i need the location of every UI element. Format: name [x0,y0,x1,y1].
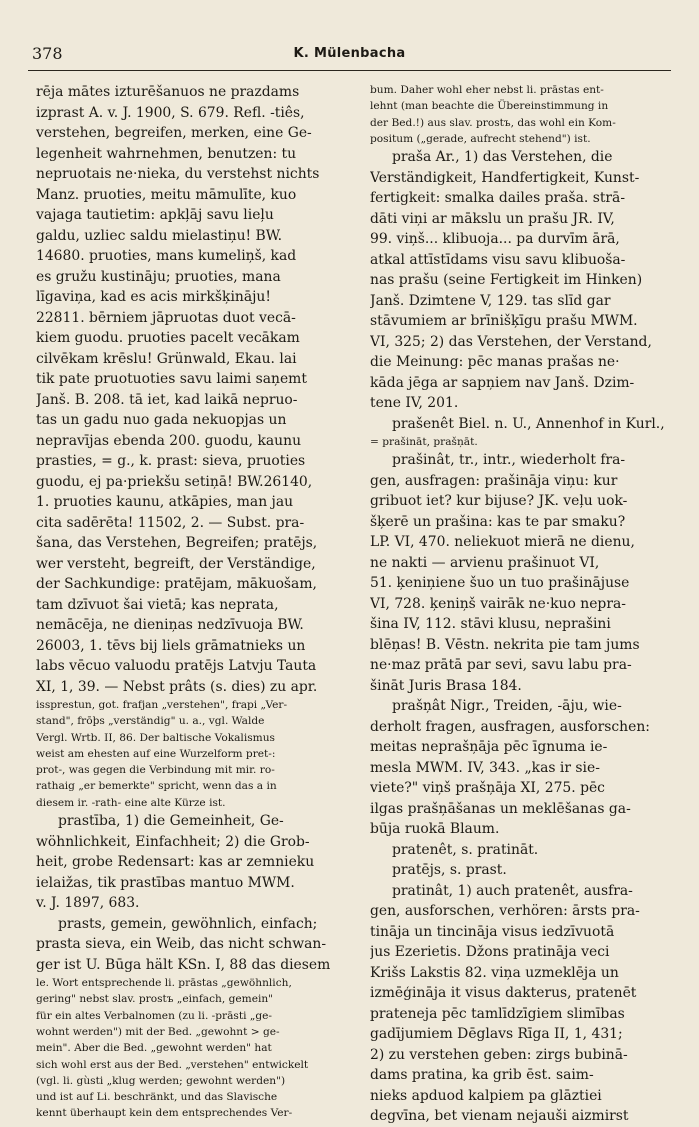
page-number: 378 [32,44,63,63]
text-line: und ist auf Li. beschränkt, und das Slavische [36,1091,278,1104]
text-line: stand", frōþs „verständig" u. a., vgl. Walde [36,715,265,728]
text-line: für ein altes Verbalnomen (zu li. -prāsti „ge- [36,1009,272,1022]
text-line: weist am ehesten auf eine Wurzelform pret-: [36,747,276,760]
text-line: 99. viņš... klibuoja... pa durvīm ārā, [370,231,620,248]
text-line: v. J. 1897, 683. [36,895,140,912]
text-line: 2) zu verstehen geben: zirgs bubinā- [370,1046,628,1063]
text-line: kāda jēga ar sapņiem nav Janš. Dzim- [370,374,635,391]
text-line: nemācēja, ne dieniņas nedzīvuoja BW. [36,617,304,633]
text-line: 14680. pruoties, mans kumeliņš, kad [36,248,297,264]
text-line: nieks apduod kalpiem pa glāztiei [370,1087,602,1104]
text-line: wer versteht, begreift, der Verständige, [36,555,316,572]
text-line: galdu, uzliec saldu mielastiņu! BW. [36,227,283,244]
text-line: Vergl. Wrtb. II, 86. Der baltische Vokalismus [36,731,275,744]
text-line: ne·maz prātā par sevi, savu labu pra- [370,657,632,674]
text-line: gribuot iet? kur bijuse? JK. veļu uok- [370,493,628,510]
text-line: der Bed.!) aus slav. prostъ, das wohl ein Kom- [370,116,616,129]
text-line: prašņât Nigr., Treiden, -āju, wie- [392,698,622,715]
text-line: issprestun, got. frafjan „verstehen", frapi „Ver- [36,699,288,711]
text-line: heit, grobe Redensart: kas ar zemnieku [36,854,315,871]
text-line: stāvumiem ar brīnišķīgu prašu MWM. [370,313,638,330]
text-line: 22811. bērniem jāpruotas duot vecā- [36,309,296,326]
text-line: VI, 325; 2) das Verstehen, der Verstand, [370,333,652,350]
text-line: prot-, was gegen die Verbindung mit mir. ro- [36,764,275,777]
text-line: ielaižas, tik prastības mantuo MWM. [36,874,295,891]
text-line: prašenêt Biel. n. U., Annenhof in Kurl., [392,415,665,432]
text-line: dāti viņi ar mākslu un prašu JR. IV, [370,210,615,227]
text-line: kennt überhaupt kein dem entsprechendes Ver- [36,1107,293,1120]
text-line: viete?" viņš prašņāja XI, 275. pēc [370,780,605,797]
text-line: šināt Juris Brasa 184. [370,677,522,694]
text-line: der Sachkundige: pratējam, mākuošam, [36,576,317,592]
text-line: līgaviņa, kad es acis mirkšķināju! [36,289,271,305]
text-line: bum. Daher wohl eher nebst li. prāstas ent- [370,84,604,96]
text-line: cilvēkam krēslu! Grünwald, Ekau. lai [36,350,297,367]
text-line: nepruotais ne·nieka, du verstehst nichts [36,166,320,182]
text-line: verstehen, begreifen, merken, eine Ge- [36,125,312,141]
text-line: prastība, 1) die Gemeinheit, Ge- [58,813,284,830]
text-line: wöhnlichkeit, Einfachheit; 2) die Grob- [36,833,310,850]
text-line: lehnt (man beachte die Übereinstimmung in [370,100,609,113]
text-line: mesla MWM. IV, 343. „kas ir sie- [370,759,600,776]
text-line: labs vēcuo valuodu pratējs Latvju Tauta [36,658,317,674]
text-line: pratenêt, s. pratināt. [392,841,539,858]
text-line: die Meinung: pēc manas prašas ne· [370,354,620,371]
text-line: tik pate pruotuoties savu laimi saņemt [36,371,307,387]
text-line: = prašināt, prašņāt. [370,436,478,449]
text-line: gadījumiem Dēglavs Rīga II, 1, 431; [370,1026,623,1043]
text-line: nepravījas ebenda 200. guodu, kaunu [36,432,302,449]
text-line: wohnt werden") mit der Bed. „gewohnt > ge- [36,1025,280,1038]
header-rule [28,70,671,71]
text-line: jus Ezerietis. Džons pratināja veci [370,944,610,961]
text-line: prašinât, tr., intr., wiederholt fra- [392,452,626,469]
text-line: meitas neprašņāja pēc īgnuma ie- [370,739,608,756]
text-line: VI, 728. ķeniņš vairāk ne·kuo neprа- [370,595,626,612]
text-line: prasties, = g., k. prast: sieva, pruoties [36,453,306,469]
right-column [370,82,672,1127]
text-line: atkal attīstīdams visu savu klibuoša- [370,251,626,268]
text-line: Janš. B. 208. tā iet, kad laikā nepruo- [36,391,298,408]
text-line: 1. pruoties kaunu, atkāpies, man jau [36,494,294,510]
text-line: degvīna, bet vienam nejauši aizmirst [370,1108,629,1125]
text-line: šana, das Verstehen, Begreifen; pratējs, [36,535,318,551]
text-line: tam dzīvuot šai vietā; kas neprata, [36,596,279,613]
text-line: Krišs Lakstis 82. viņa uzmeklēja un [370,964,619,981]
text-line: vajaga tautietim: apkļāj savu lieļu [36,207,274,223]
text-line: cita sadērēta! 11502, 2. — Subst. pra- [36,514,305,531]
text-line: šķerē un prašina: kas te par smaku? [370,513,626,530]
text-line: XI, 1, 39. — Nebst prâts (s. dies) zu apr. [36,678,318,695]
text-line: Manz. pruoties, meitu māmulīte, kuo [36,186,297,203]
text-line: praša Ar., 1) das Verstehen, die [392,149,613,166]
text-line: pratējs, s. prast. [392,862,507,879]
text-line: gen, ausforschen, verhören: ārsts pra- [370,903,640,920]
text-line: tas un gadu nuo gada nekuopjas un [36,412,287,428]
text-line: prasta sieva, ein Weib, das nicht schwan- [36,936,327,953]
text-line: gering" nebst slav. prostъ „einfach, gemein" [36,993,274,1006]
text-line: kiem guodu. pruoties pacelt vecākam [36,330,300,346]
text-line: dams pratina, ka grib ēst. saim- [370,1067,594,1084]
text-line: tināja un tincināja visus iedzīvuotā [370,923,615,940]
text-line: blēņas! B. Vēstn. nekrita pie tam jums [370,636,640,653]
text-line: prateneja pēc tamlīdzīgiem slimības [370,1005,625,1022]
text-line: nas prašu (seine Fertigkeit im Hinken) [370,272,643,289]
running-head: K. Mülenbacha [293,46,406,61]
text-line: 51. ķeniņiene šuo un tuo prašinājuse [370,575,630,592]
text-line: 26003, 1. tēvs bij liels grāmatnieks un [36,637,306,654]
text-line: izprast A. v. J. 1900, S. 679. Refl. -tiês, [36,104,305,121]
text-line: es gružu kustināju; pruoties, mana [36,268,281,285]
page-header [28,44,671,66]
text-line: Janš. Dzimtene V, 129. tas slīd gar [370,292,611,309]
text-line: tene IV, 201. [370,395,459,412]
text-line: positum („gerade, aufrecht stehend") ist. [370,132,591,145]
text-line: (vgl. li. gùsti „klug werden; gewohnt werden") [36,1074,286,1087]
text-line: sich wohl erst aus der Bed. „verstehen" entwickelt [36,1058,309,1071]
text-line: pratinât, 1) auch pratenêt, ausfra- [392,882,633,899]
text-line: derholt fragen, ausfragen, ausforschen: [370,718,650,735]
text-line: šina IV, 112. stāvi klusu, neprašini [370,616,611,633]
text-line: prasts, gemein, gewöhnlich, einfach; [58,915,318,932]
text-line: ilgas prašņāšanas un meklēšanas ga- [370,800,631,817]
text-line: rathaig „er bemerkte" spricht, wenn das a in [36,780,277,793]
text-line: ne nakti — arvienu prašinuot VI, [370,554,600,571]
text-line: LP. VI, 470. neliekuot mierā ne dienu, [370,534,635,551]
text-line: le. Wort entsprechende li. prāstas „gewöhnlich, [36,977,292,990]
text-line: būja ruokā Blaum. [370,821,500,838]
text-line: Verständigkeit, Handfertigkeit, Kunst- [370,169,640,186]
text-line: rēja mātes izturēšanuos ne prazdams [36,84,300,100]
text-line: izmēģināja it visus dakterus, pratenēt [370,985,637,1002]
text-line: mein". Aber die Bed. „gewohnt werden" hat [36,1042,272,1055]
left-column [36,82,350,1122]
text-line: ger ist U. Būga hält KSn. I, 88 das diesem [36,956,331,973]
text-line: guodu, ej pa·priekšu setiņā! BW.26140, [36,473,313,490]
text-line: diesem ir. -rath- eine alte Kürze ist. [36,796,226,809]
text-line: fertigkeit: smalka dailes praša. strā- [370,190,626,207]
text-line: legenheit wahrnehmen, benutzen: tu [36,145,297,162]
text-line: gen, ausfragen: prašināja viņu: kur [370,472,618,489]
